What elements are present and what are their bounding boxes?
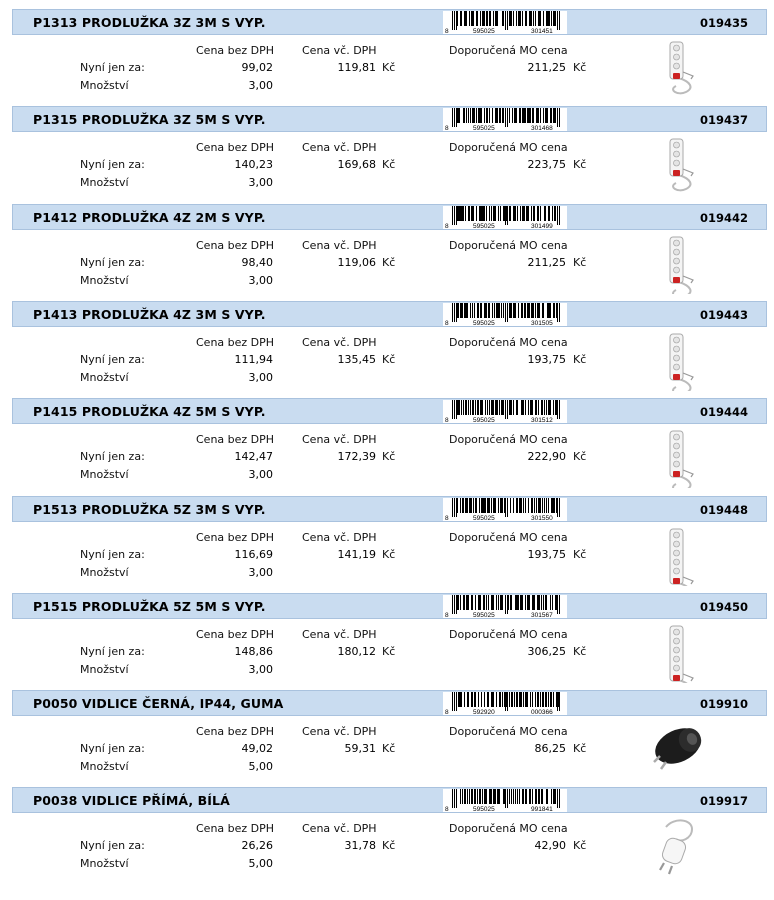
quantity-label: Množství bbox=[80, 566, 129, 579]
quantity-value: 3,00 bbox=[248, 79, 273, 92]
product-image[interactable] bbox=[646, 720, 704, 780]
quantity-value: 5,00 bbox=[248, 857, 273, 870]
barcode-digits: 595025 bbox=[473, 806, 495, 812]
product-code: 019910 bbox=[699, 697, 748, 711]
barcode-digits: 8 bbox=[445, 417, 449, 423]
barcode bbox=[443, 400, 567, 423]
barcode-digits: 595025 bbox=[473, 320, 495, 326]
extension-cord-4-socket-icon bbox=[646, 428, 704, 488]
recommended-price-label: Doporučená MO cena bbox=[449, 336, 568, 349]
extension-cord-4-socket-icon bbox=[646, 331, 704, 391]
barcode-digits: 595025 bbox=[473, 515, 495, 521]
product-code: 019437 bbox=[699, 113, 748, 127]
price-incl-vat-value: 169,68 bbox=[337, 158, 376, 171]
barcode bbox=[443, 498, 567, 521]
price-incl-vat-value: 180,12 bbox=[337, 645, 376, 658]
now-only-label: Nyní jen za: bbox=[80, 61, 145, 74]
product-header bbox=[12, 9, 767, 35]
now-only-label: Nyní jen za: bbox=[80, 450, 145, 463]
currency-label: Kč bbox=[382, 839, 396, 852]
price-incl-vat-label: Cena vč. DPH bbox=[302, 822, 377, 835]
quantity-value: 3,00 bbox=[248, 371, 273, 384]
product-title: P1413 PRODLUŽKA 4Z 3M S VYP. bbox=[33, 307, 266, 322]
product-entry bbox=[0, 787, 774, 884]
product-image[interactable] bbox=[646, 234, 704, 294]
product-title: P1415 PRODLUŽKA 4Z 5M S VYP. bbox=[33, 404, 266, 419]
recommended-price-label: Doporučená MO cena bbox=[449, 141, 568, 154]
product-image[interactable] bbox=[646, 136, 704, 196]
price-incl-vat-value: 172,39 bbox=[337, 450, 376, 463]
currency-label: Kč bbox=[382, 548, 396, 561]
price-excl-vat-value: 99,02 bbox=[241, 61, 273, 74]
barcode bbox=[443, 108, 567, 131]
product-image[interactable] bbox=[646, 428, 704, 488]
product-title: P1315 PRODLUŽKA 3Z 5M S VYP. bbox=[33, 112, 266, 127]
quantity-label: Množství bbox=[80, 371, 129, 384]
barcode-digits: 8 bbox=[445, 28, 449, 34]
price-incl-vat-value: 141,19 bbox=[337, 548, 376, 561]
product-image[interactable] bbox=[646, 817, 704, 877]
price-incl-vat-label: Cena vč. DPH bbox=[302, 433, 377, 446]
recommended-price-value: 306,25 bbox=[527, 645, 566, 658]
price-excl-vat-label: Cena bez DPH bbox=[196, 822, 275, 835]
product-title: P1412 PRODLUŽKA 4Z 2M S VYP. bbox=[33, 210, 266, 225]
product-title: P1313 PRODLUŽKA 3Z 3M S VYP. bbox=[33, 15, 266, 30]
product-image[interactable] bbox=[646, 623, 704, 683]
barcode-bars-icon bbox=[443, 303, 567, 326]
recommended-price-value: 223,75 bbox=[527, 158, 566, 171]
quantity-label: Množství bbox=[80, 274, 129, 287]
price-incl-vat-label: Cena vč. DPH bbox=[302, 44, 377, 57]
barcode-digits: 991841 bbox=[531, 806, 553, 812]
barcode-bars-icon bbox=[443, 692, 567, 715]
barcode-bars-icon bbox=[443, 206, 567, 229]
product-image[interactable] bbox=[646, 331, 704, 391]
price-excl-vat-label: Cena bez DPH bbox=[196, 628, 275, 641]
product-title: P0050 VIDLICE ČERNÁ, IP44, GUMA bbox=[33, 696, 284, 711]
barcode-bars-icon bbox=[443, 595, 567, 618]
barcode bbox=[443, 11, 567, 34]
product-title: P1513 PRODLUŽKA 5Z 3M S VYP. bbox=[33, 502, 266, 517]
product-title: P1515 PRODLUŽKA 5Z 5M S VYP. bbox=[33, 599, 266, 614]
recommended-price-value: 211,25 bbox=[527, 61, 566, 74]
currency-label: Kč bbox=[573, 256, 587, 269]
barcode-digits: 8 bbox=[445, 125, 449, 131]
price-excl-vat-value: 49,02 bbox=[241, 742, 273, 755]
product-title: P0038 VIDLICE PŘÍMÁ, BÍLÁ bbox=[33, 793, 230, 808]
barcode-bars-icon bbox=[443, 400, 567, 423]
barcode-digits: 301550 bbox=[531, 515, 553, 521]
barcode-digits: 301505 bbox=[531, 320, 553, 326]
product-image[interactable] bbox=[646, 526, 704, 586]
product-entry bbox=[0, 301, 774, 398]
extension-cord-5-socket-icon bbox=[646, 623, 704, 683]
product-code: 019435 bbox=[699, 16, 748, 30]
product-entry bbox=[0, 204, 774, 301]
recommended-price-label: Doporučená MO cena bbox=[449, 628, 568, 641]
currency-label: Kč bbox=[573, 548, 587, 561]
recommended-price-value: 193,75 bbox=[527, 353, 566, 366]
quantity-value: 3,00 bbox=[248, 566, 273, 579]
barcode-digits: 301451 bbox=[531, 28, 553, 34]
price-incl-vat-value: 119,06 bbox=[337, 256, 376, 269]
barcode-digits: 8 bbox=[445, 223, 449, 229]
product-code: 019443 bbox=[699, 308, 748, 322]
product-header bbox=[12, 301, 767, 327]
currency-label: Kč bbox=[573, 645, 587, 658]
product-image[interactable] bbox=[646, 39, 704, 99]
recommended-price-label: Doporučená MO cena bbox=[449, 44, 568, 57]
now-only-label: Nyní jen za: bbox=[80, 158, 145, 171]
extension-cord-3-socket-icon bbox=[646, 39, 704, 99]
product-code: 019442 bbox=[699, 211, 748, 225]
recommended-price-label: Doporučená MO cena bbox=[449, 433, 568, 446]
price-excl-vat-value: 148,86 bbox=[234, 645, 273, 658]
product-header bbox=[12, 398, 767, 424]
product-code: 019448 bbox=[699, 503, 748, 517]
currency-label: Kč bbox=[573, 61, 587, 74]
price-excl-vat-value: 142,47 bbox=[234, 450, 273, 463]
currency-label: Kč bbox=[382, 450, 396, 463]
barcode bbox=[443, 595, 567, 618]
price-incl-vat-label: Cena vč. DPH bbox=[302, 628, 377, 641]
barcode-digits: 000366 bbox=[531, 709, 553, 715]
price-excl-vat-value: 111,94 bbox=[234, 353, 273, 366]
price-excl-vat-label: Cena bez DPH bbox=[196, 725, 275, 738]
barcode-digits: 595025 bbox=[473, 612, 495, 618]
quantity-value: 3,00 bbox=[248, 663, 273, 676]
price-excl-vat-value: 140,23 bbox=[234, 158, 273, 171]
now-only-label: Nyní jen za: bbox=[80, 548, 145, 561]
product-header bbox=[12, 593, 767, 619]
currency-label: Kč bbox=[382, 61, 396, 74]
barcode-bars-icon bbox=[443, 498, 567, 521]
price-excl-vat-value: 26,26 bbox=[241, 839, 273, 852]
barcode bbox=[443, 789, 567, 812]
price-excl-vat-label: Cena bez DPH bbox=[196, 433, 275, 446]
recommended-price-value: 193,75 bbox=[527, 548, 566, 561]
barcode-digits: 592920 bbox=[473, 709, 495, 715]
product-header bbox=[12, 204, 767, 230]
price-excl-vat-label: Cena bez DPH bbox=[196, 531, 275, 544]
recommended-price-label: Doporučená MO cena bbox=[449, 725, 568, 738]
recommended-price-value: 42,90 bbox=[534, 839, 566, 852]
quantity-label: Množství bbox=[80, 79, 129, 92]
currency-label: Kč bbox=[382, 742, 396, 755]
price-excl-vat-label: Cena bez DPH bbox=[196, 44, 275, 57]
currency-label: Kč bbox=[573, 450, 587, 463]
barcode-digits: 595025 bbox=[473, 223, 495, 229]
product-code: 019444 bbox=[699, 405, 748, 419]
price-excl-vat-label: Cena bez DPH bbox=[196, 336, 275, 349]
product-header bbox=[12, 787, 767, 813]
price-incl-vat-value: 119,81 bbox=[337, 61, 376, 74]
barcode-digits: 301567 bbox=[531, 612, 553, 618]
quantity-label: Množství bbox=[80, 468, 129, 481]
barcode-bars-icon bbox=[443, 11, 567, 34]
recommended-price-label: Doporučená MO cena bbox=[449, 822, 568, 835]
product-entry bbox=[0, 398, 774, 495]
price-incl-vat-label: Cena vč. DPH bbox=[302, 336, 377, 349]
barcode-bars-icon bbox=[443, 789, 567, 812]
price-excl-vat-label: Cena bez DPH bbox=[196, 141, 275, 154]
recommended-price-value: 222,90 bbox=[527, 450, 566, 463]
currency-label: Kč bbox=[573, 158, 587, 171]
barcode-digits: 595025 bbox=[473, 125, 495, 131]
now-only-label: Nyní jen za: bbox=[80, 353, 145, 366]
extension-cord-5-socket-icon bbox=[646, 526, 704, 586]
price-incl-vat-label: Cena vč. DPH bbox=[302, 725, 377, 738]
barcode-digits: 8 bbox=[445, 320, 449, 326]
quantity-label: Množství bbox=[80, 760, 129, 773]
white-plug-icon bbox=[646, 817, 704, 877]
price-incl-vat-value: 135,45 bbox=[337, 353, 376, 366]
product-entry bbox=[0, 593, 774, 690]
currency-label: Kč bbox=[382, 353, 396, 366]
currency-label: Kč bbox=[382, 158, 396, 171]
barcode-digits: 595025 bbox=[473, 417, 495, 423]
price-excl-vat-value: 116,69 bbox=[234, 548, 273, 561]
barcode bbox=[443, 206, 567, 229]
black-rubber-plug-icon bbox=[646, 720, 704, 780]
barcode-digits: 301468 bbox=[531, 125, 553, 131]
price-incl-vat-value: 59,31 bbox=[344, 742, 376, 755]
price-incl-vat-label: Cena vč. DPH bbox=[302, 531, 377, 544]
product-code: 019917 bbox=[699, 794, 748, 808]
quantity-value: 5,00 bbox=[248, 760, 273, 773]
barcode bbox=[443, 303, 567, 326]
quantity-label: Množství bbox=[80, 663, 129, 676]
now-only-label: Nyní jen za: bbox=[80, 839, 145, 852]
barcode-digits: 595025 bbox=[473, 28, 495, 34]
barcode-digits: 301499 bbox=[531, 223, 553, 229]
quantity-label: Množství bbox=[80, 176, 129, 189]
price-excl-vat-value: 98,40 bbox=[241, 256, 273, 269]
product-header bbox=[12, 496, 767, 522]
product-entry bbox=[0, 106, 774, 203]
barcode-bars-icon bbox=[443, 108, 567, 131]
product-header bbox=[12, 690, 767, 716]
quantity-value: 3,00 bbox=[248, 468, 273, 481]
price-incl-vat-label: Cena vč. DPH bbox=[302, 141, 377, 154]
recommended-price-label: Doporučená MO cena bbox=[449, 239, 568, 252]
barcode-digits: 8 bbox=[445, 515, 449, 521]
currency-label: Kč bbox=[573, 353, 587, 366]
product-entry bbox=[0, 496, 774, 593]
quantity-value: 3,00 bbox=[248, 274, 273, 287]
product-code: 019450 bbox=[699, 600, 748, 614]
price-excl-vat-label: Cena bez DPH bbox=[196, 239, 275, 252]
product-entry bbox=[0, 690, 774, 787]
currency-label: Kč bbox=[573, 839, 587, 852]
price-incl-vat-label: Cena vč. DPH bbox=[302, 239, 377, 252]
barcode-digits: 8 bbox=[445, 612, 449, 618]
quantity-value: 3,00 bbox=[248, 176, 273, 189]
barcode-digits: 8 bbox=[445, 709, 449, 715]
extension-cord-4-socket-icon bbox=[646, 234, 704, 294]
extension-cord-3-socket-icon bbox=[646, 136, 704, 196]
recommended-price-label: Doporučená MO cena bbox=[449, 531, 568, 544]
product-entry bbox=[0, 9, 774, 106]
recommended-price-value: 211,25 bbox=[527, 256, 566, 269]
recommended-price-value: 86,25 bbox=[534, 742, 566, 755]
now-only-label: Nyní jen za: bbox=[80, 742, 145, 755]
barcode-digits: 8 bbox=[445, 806, 449, 812]
product-header bbox=[12, 106, 767, 132]
barcode-digits: 301512 bbox=[531, 417, 553, 423]
quantity-label: Množství bbox=[80, 857, 129, 870]
now-only-label: Nyní jen za: bbox=[80, 256, 145, 269]
now-only-label: Nyní jen za: bbox=[80, 645, 145, 658]
currency-label: Kč bbox=[382, 645, 396, 658]
currency-label: Kč bbox=[382, 256, 396, 269]
barcode bbox=[443, 692, 567, 715]
currency-label: Kč bbox=[573, 742, 587, 755]
price-incl-vat-value: 31,78 bbox=[344, 839, 376, 852]
